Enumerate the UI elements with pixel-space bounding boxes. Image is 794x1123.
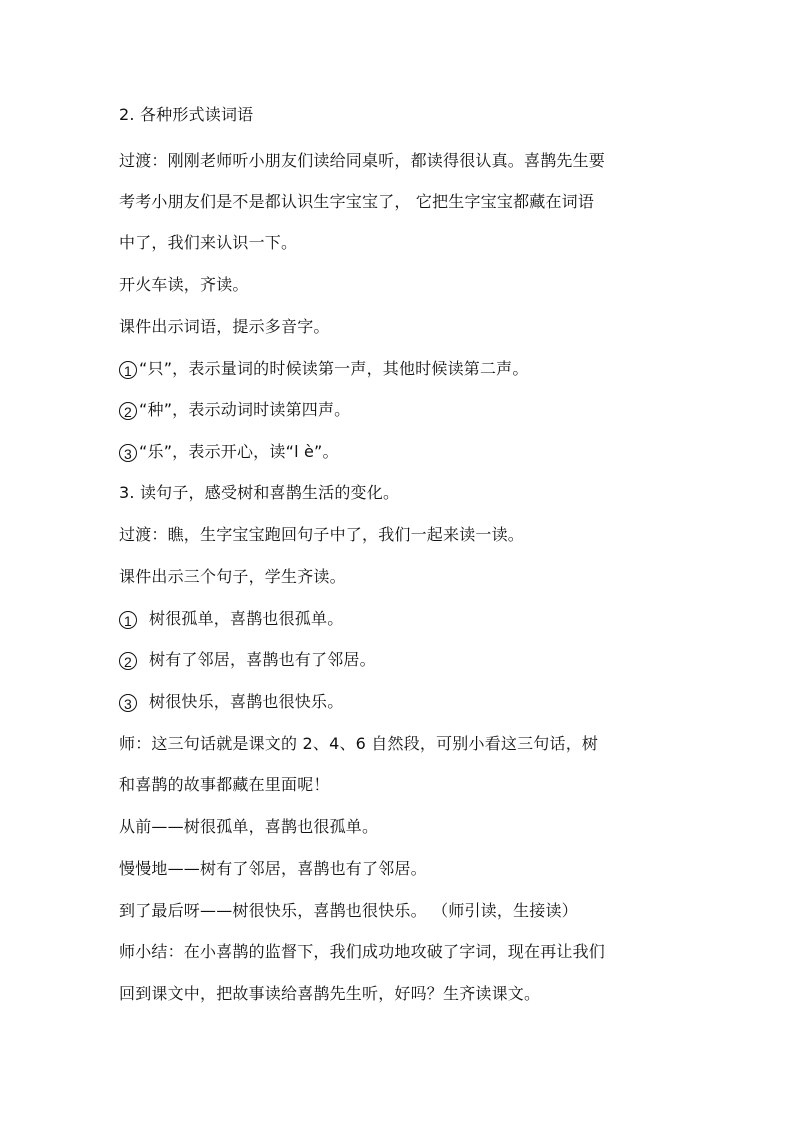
circled-number-3: 3: [119, 694, 137, 712]
summary-line-1: 师小结：在小喜鹊的监督下，我们成功地攻破了字词，现在再让我们: [119, 942, 606, 961]
transition-line-2: 考考小朋友们是不是都认识生字宝宝了， 它把生字宝宝都藏在词语: [119, 192, 595, 211]
polyphone-item-2: [119, 399, 350, 420]
circled-number-1: 1: [119, 361, 137, 379]
summary-line-2: 回到课文中，把故事读给喜鹊先生听，好吗？生齐读课文。: [119, 984, 541, 1003]
section-2-heading: 2. 各种形式读词语: [119, 105, 254, 124]
polyphone-item-3-text: “乐”，表示开心，读“l è”。: [139, 442, 339, 461]
polyphone-item-2-text: “种”，表示动词时读第四声。: [139, 400, 351, 419]
circled-number-2: 2: [119, 652, 137, 670]
polyphone-item-1: [119, 358, 529, 379]
story-line-3: 到了最后呀——树很快乐，喜鹊也很快乐。 （师引读，生接读）: [119, 901, 578, 920]
sentence-item-3-text: 树很快乐，喜鹊也很快乐。: [149, 692, 344, 711]
section-3-transition: 过渡：瞧，生字宝宝跑回句子中了，我们一起来读一读。: [119, 525, 525, 544]
sentence-item-2-text: 树有了邻居，喜鹊也有了邻居。: [149, 650, 376, 669]
show-sentences-text: 课件出示三个句子，学生齐读。: [119, 567, 346, 586]
teacher-line-1: 师：这三句话就是课文的 2、4、6 自然段，可别小看这三句话，树: [119, 734, 599, 753]
story-line-2: 慢慢地——树有了邻居，喜鹊也有了邻居。: [119, 859, 427, 878]
polyphone-item-3: [119, 441, 339, 462]
teacher-line-2: 和喜鹊的故事都藏在里面呢！: [119, 775, 330, 794]
sentence-item-3: [119, 691, 343, 712]
section-3-heading: 3. 读句子，感受树和喜鹊生活的变化。: [119, 483, 400, 502]
circled-number-2: 2: [119, 402, 137, 420]
show-words-text: 课件出示词语，提示多音字。: [119, 317, 330, 336]
sentence-item-1: [119, 608, 343, 629]
sentence-item-2: [119, 649, 376, 670]
circled-number-3: 3: [119, 444, 137, 462]
sentence-item-1-text: 树很孤单，喜鹊也很孤单。: [149, 609, 344, 628]
train-reading-text: 开火车读，齐读。: [119, 275, 249, 294]
circled-number-1: 1: [119, 611, 137, 629]
transition-line-1: 过渡：刚刚老师听小朋友们读给同桌听，都读得很认真。喜鹊先生要: [119, 151, 606, 170]
polyphone-item-1-text: “只”，表示量词的时候读第一声，其他时候读第二声。: [139, 359, 529, 378]
transition-line-3: 中了，我们来认识一下。: [119, 233, 298, 252]
story-line-1: 从前——树很孤单，喜鹊也很孤单。: [119, 817, 379, 836]
